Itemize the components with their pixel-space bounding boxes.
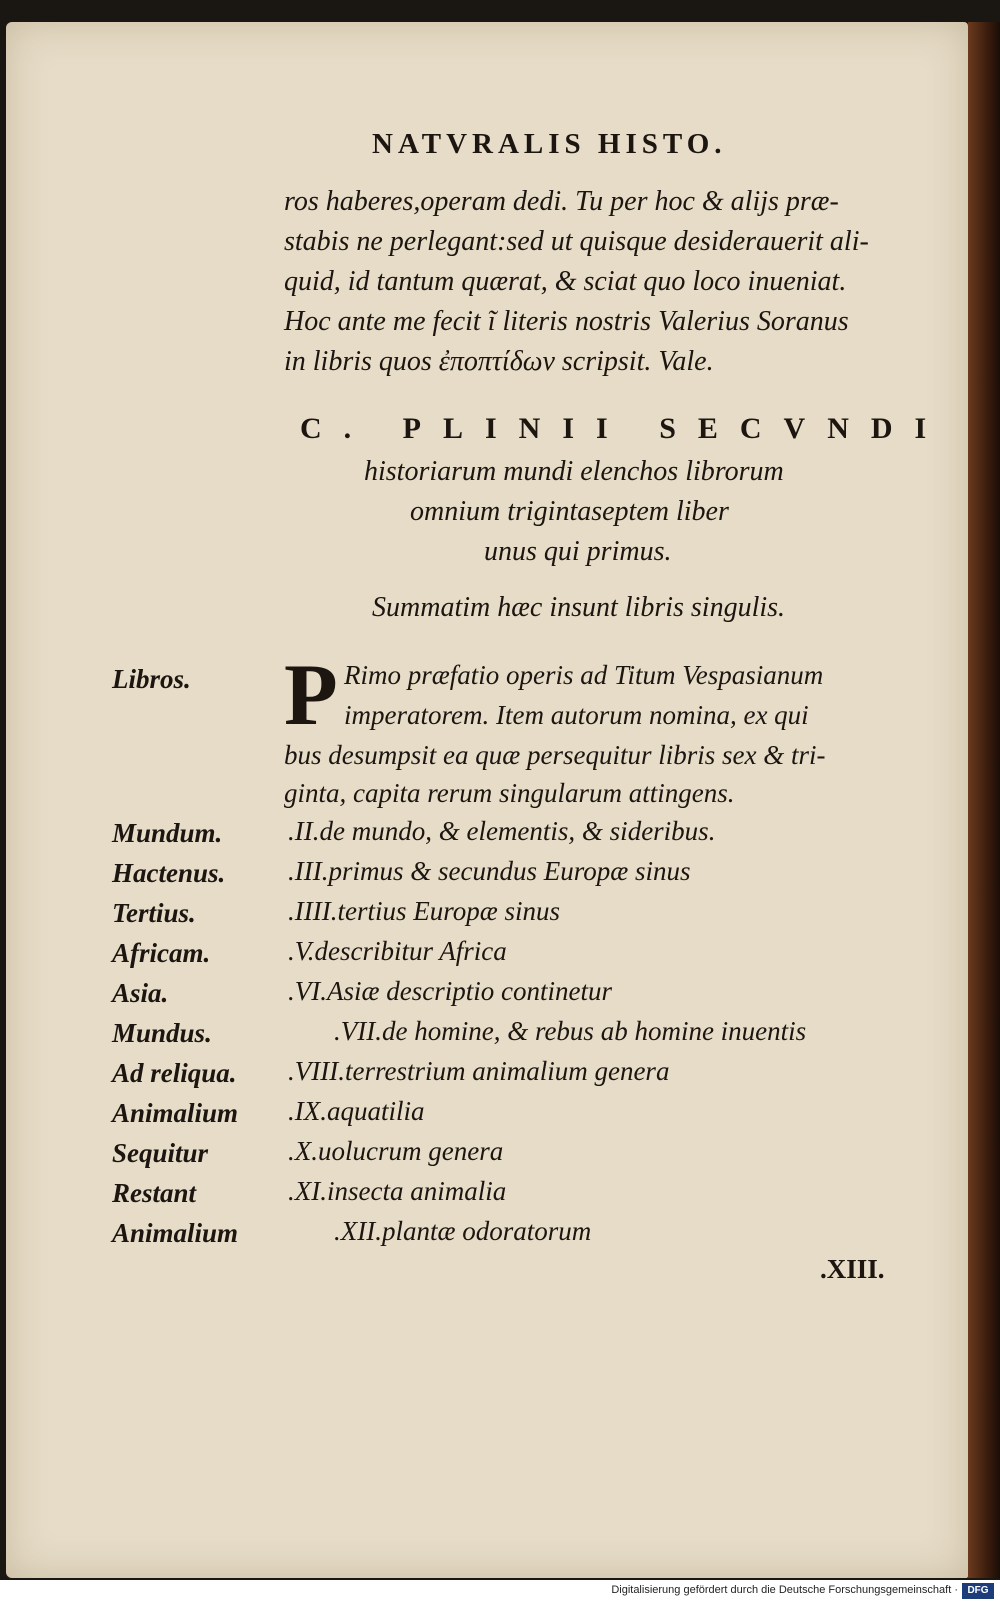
margin-note: Sequitur xyxy=(112,1138,209,1168)
running-head: NATVRALIS HISTO. xyxy=(372,128,727,160)
entry-line: ginta, capita rerum singularum attingens. xyxy=(284,778,735,808)
margin-note: Africam. xyxy=(112,938,211,968)
book-entry: .V.describitur Africa xyxy=(288,936,507,966)
section-heading-line: omnium trigintaseptem liber xyxy=(410,496,729,527)
margin-note: Restant xyxy=(112,1178,197,1208)
summary-line: Summatim hæc insunt libris singulis. xyxy=(372,592,786,623)
book-entry: .VIII.terrestrium animalium genera xyxy=(288,1056,670,1086)
book-entry: .IX.aquatilia xyxy=(288,1096,425,1126)
section-heading-line: historiarum mundi elenchos librorum xyxy=(364,456,784,487)
margin-note: Mundus. xyxy=(112,1018,212,1048)
margin-note: Mundum. xyxy=(112,818,223,848)
dfg-logo: DFG xyxy=(962,1583,994,1599)
book-entry: .X.uolucrum genera xyxy=(288,1136,504,1166)
preface-line: Hoc ante me fecit ĩ literis nostris Valerius Soranus xyxy=(284,306,849,337)
entry-line: bus desumpsit ea quæ persequitur libris sex & tri- xyxy=(284,740,826,770)
margin-note: Tertius. xyxy=(112,898,196,928)
book-spine-edge xyxy=(968,22,1000,1578)
footer-credit: Digitalisierung gefördert durch die Deutsche Forschungsgemeinschaft · xyxy=(611,1584,958,1596)
margin-note: Animalium xyxy=(112,1098,239,1128)
footer-bar xyxy=(0,1580,1000,1604)
catchword: .XIII. xyxy=(820,1254,885,1284)
entry-line: imperatorem. Item autorum nomina, ex qui xyxy=(344,700,809,730)
book-entry: .III.primus & secundus Europæ sinus xyxy=(288,856,691,886)
drop-cap: P xyxy=(284,647,338,744)
preface-line: ros haberes,operam dedi. Tu per hoc & alijs præ- xyxy=(284,186,839,217)
book-entry: .VI.Asiæ descriptio continetur xyxy=(288,976,612,1006)
preface-line: stabis ne perlegant:sed ut quisque desiderauerit ali- xyxy=(284,226,869,257)
preface-line: quid, id tantum quærat, & sciat quo loco inueniat. xyxy=(284,266,847,297)
entry-line: Rimo præfatio operis ad Titum Vespasianum xyxy=(344,660,824,690)
section-heading-line: unus qui primus. xyxy=(484,536,672,567)
margin-note: Asia. xyxy=(112,978,169,1008)
book-entry: .II.de mundo, & elementis, & sideribus. xyxy=(288,816,716,846)
book-entry: .IIII.tertius Europæ sinus xyxy=(288,896,560,926)
margin-note: Libros. xyxy=(112,664,191,694)
margin-note: Ad reliqua. xyxy=(112,1058,237,1088)
book-entry: .VII.de homine, & rebus ab homine inuentis xyxy=(334,1016,807,1046)
margin-note: Animalium xyxy=(112,1218,239,1248)
margin-note: Hactenus. xyxy=(112,858,226,888)
section-heading-caps: C. PLINII SECVNDI xyxy=(300,412,949,445)
book-entry: .XI.insecta animalia xyxy=(288,1176,507,1206)
book-entry: .XII.plantæ odoratorum xyxy=(334,1216,592,1246)
preface-line: in libris quos ἐποπτίδων scripsit. Vale. xyxy=(284,346,714,377)
